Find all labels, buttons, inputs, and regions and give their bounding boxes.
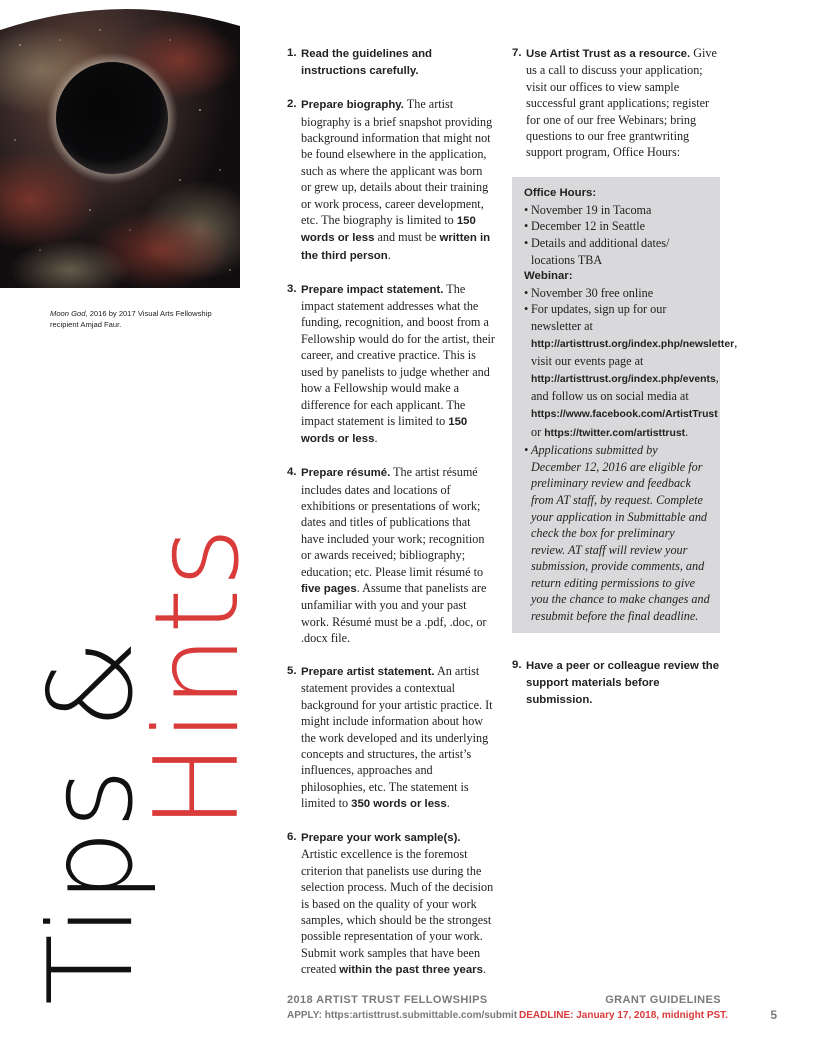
tips-column-right [512,45,738,725]
page-number: 5 [770,1008,777,1022]
tip-number: 2. [287,98,297,111]
tip-item-7 [512,45,720,161]
footer-line-1 [287,994,777,1010]
artwork-image [0,0,240,288]
office-hours-item: • November 19 in Tacoma [524,202,710,219]
tip-lead: Read the guidelines and instructions carefully. [301,48,433,78]
tip-item-1 [287,45,495,80]
tip-emphasis: written in the third person [301,232,491,262]
office-hours-heading: Office Hours: [524,187,597,200]
facebook-link[interactable]: https://www.facebook.com/ArtistTrust [531,408,718,420]
tip-body: An artist statement provides a contextual background for your artistic practice. It might include information about how the work developed and its underlying concepts and structures, the artist’s influences, approaches and philosophies, etc. The statement is limited to [301,663,493,811]
office-hours-item: • December 12 in Seattle [524,218,710,235]
updates-text: or [531,424,545,439]
tip-body: . [374,431,378,446]
tip-emphasis: 150 words or less [301,415,468,446]
tip-number: 5. [287,664,297,677]
tip-number: 7. [512,47,522,59]
tip-item-3 [287,281,495,448]
footer-line-2 [287,1010,777,1026]
moon-god-artwork [0,0,240,288]
tip-body: . Assume that panelists are unfamiliar with you and your past work. Résumé must be a .pdf, .doc, or .docx file. [301,580,487,646]
tip-body: The impact statement addresses what the funding, recognition, and boost from a Fellowship would do for the artist, their career, and creative practice. This is used by panelists to judge whether and how a Fellowship would make a difference for each applicant. The impact statement is limited to [301,281,495,428]
preliminary-review-note: • Applications submitted by December 12, 2016 are eligible for preliminary review and feedback from AT staff, by request. Complete your application in Submittable and check the box for preliminary review. AT staff will review your submission, provide comments, and return editing permissions to give you the chance to make changes and resubmit before the final deadline. [524,442,710,625]
tip-emphasis: 350 words or less [351,798,447,811]
office-hours-box [512,177,738,632]
tip-item-2 [287,96,495,264]
updates-text: , visit our events page at [531,335,738,369]
tip-body: Give us a call to discuss your application; visit our offices to view sample successful grant applications; register for one of our free Webinars; bring questions to our free grantwriting support program, Office Hours: [526,46,717,160]
webinar-heading: Webinar: [524,270,573,283]
updates-item [524,301,738,442]
tip-body: . [446,796,450,811]
tip-body: The artist résumé includes dates and locations of exhibitions or presentations of work; dates and titles of publications that have included your work; recognition or awards received; bibliography; education; etc. Please limit résumé to [301,465,485,579]
artwork-credit: , 2016 by 2017 Visual Arts Fellowship recipient Amjad Faur. [50,309,212,329]
tip-emphasis: five pages [301,582,357,595]
tip-number: 6. [287,831,297,844]
tip-lead: Have a peer or colleague review the support materials before submission. [526,659,720,707]
tip-item-5 [287,663,495,813]
tip-lead: Use Artist Trust as a resource. [526,48,691,60]
title-word-tips: Tips [24,767,159,1005]
tip-item-6 [287,829,495,979]
twitter-link[interactable]: https://twitter.com/artisttrust [544,427,686,439]
tip-emphasis: within the past three years [339,964,483,977]
tip-item-4 [287,464,495,646]
footer-deadline: DEADLINE: January 17, 2018, midnight PST. [519,1010,728,1021]
footer-apply-link[interactable]: APPLY: https:artisttrust.submittable.com/submit [287,1010,518,1021]
footer-program: 2018 ARTIST TRUST FELLOWSHIPS [287,994,488,1006]
tip-lead: Prepare artist statement. [301,665,435,678]
page-footer [287,994,777,1026]
tip-lead: Prepare biography. [301,99,404,112]
tip-number: 3. [287,282,297,295]
tip-item-9 [512,657,720,709]
tips-column-middle [287,45,495,995]
artwork-caption [50,308,230,330]
tip-number: 1. [287,47,297,59]
title-ampersand: & [24,638,159,730]
office-hours-item: • Details and additional dates/ locations TBA [524,235,710,268]
title-word-hints: Hints [130,526,265,830]
updates-text: For updates, sign up for our newsletter at [531,302,667,333]
tip-body: The artist biography is a brief snapshot providing background information that might not be found elsewhere in the application, such as where the applicant was born or grew up, details about their training or work process, career development, etc. The biography is limited to [301,97,493,228]
tip-lead: Prepare résumé. [301,467,391,480]
artwork-title: Moon God [50,309,86,318]
tip-number: 9. [512,658,522,671]
updates-text: . [685,424,689,439]
events-link[interactable]: http://artisttrust.org/index.php/events [531,373,716,385]
tip-body: . [387,247,391,262]
tip-lead: Prepare impact statement. [301,283,444,296]
tip-body: Artistic excellence is the foremost criterion that panelists use during the selection process. Much of the decision is based on the quality of your work samples, which should be the strongest possible representation of your work. Submit work samples that have been created [301,847,494,977]
tip-body: and must be [374,230,440,245]
tip-body: . [482,962,486,977]
updates-text: , and follow us on social media at [531,370,719,404]
tip-lead: Prepare your work sample(s). [301,832,461,845]
tip-number: 4. [287,466,297,479]
webinar-item: • November 30 free online [524,285,710,302]
newsletter-link[interactable]: http://artisttrust.org/index.php/newsletter [531,338,735,350]
footer-section: GRANT GUIDELINES [605,994,721,1006]
tip-emphasis: 150 words or less [301,215,476,245]
